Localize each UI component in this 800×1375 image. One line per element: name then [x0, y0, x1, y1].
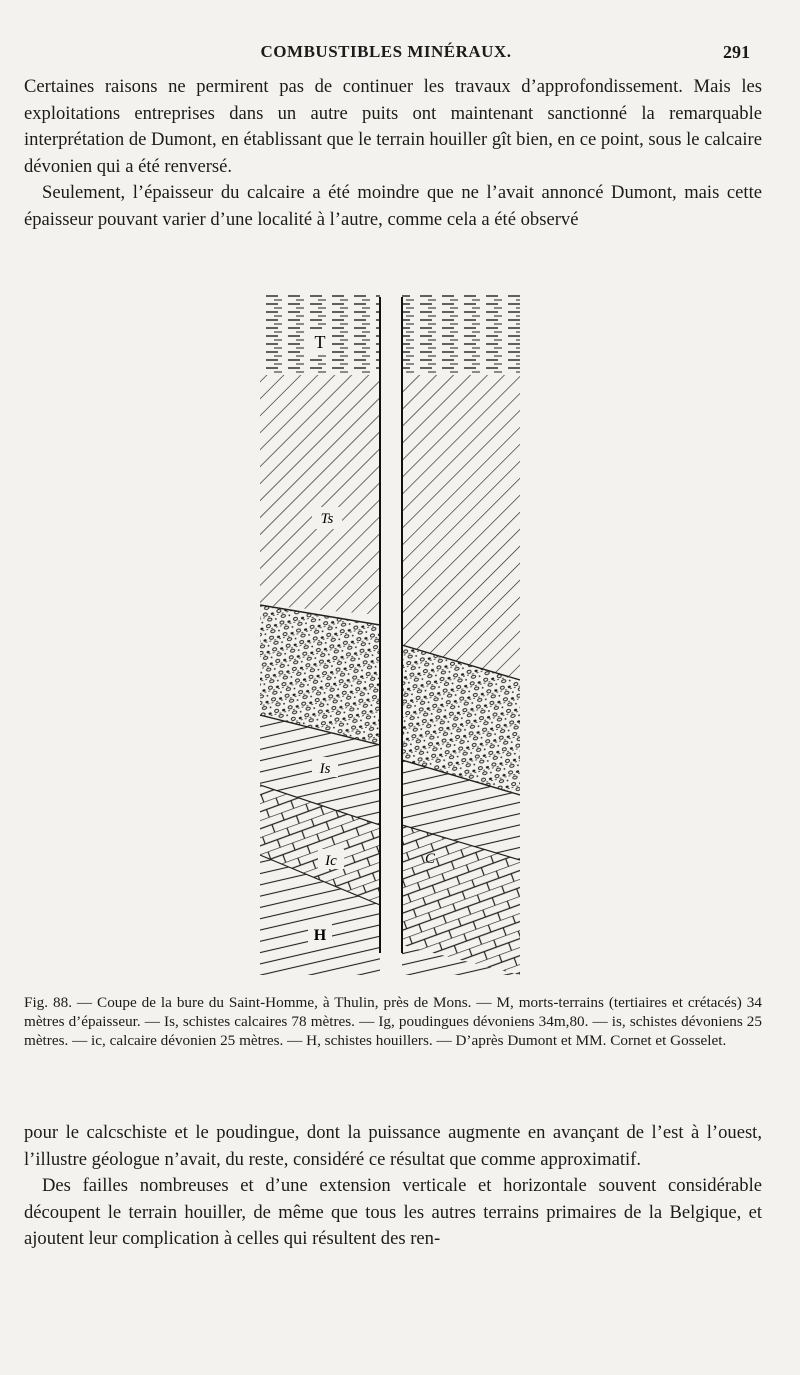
- label-Ic: Ic: [325, 853, 337, 869]
- running-head-title: COMBUSTIBLES MINÉRAUX.: [260, 42, 512, 61]
- figure-caption: Fig. 88. — Coupe de la bure du Saint-Homme, à Thulin, près de Mons. — M, morts-terrains (tertiaires et crétacés) 34 mètres d’épaisseur. — Is, schistes calcaires 78 mètres. — Ig, poudingues dévoniens 34m,80. — is, schistes dévoniens 25 mètres. — ic, calcaire dévonien 25 mètres. — H, schistes houillers. — D’après Dumont et MM. Cornet et Gosselet.: [24, 994, 762, 1049]
- paragraph: Certaines raisons ne permirent pas de continuer les travaux d’approfondissement. Mais les exploitations entreprises dans un autre puits ont maintenant sanctionné la remarquable interprétation de Dumont, en établissant que le terrain houiller gît bien, en ce point, sous le calcaire dévonien qui a été renversé.: [24, 76, 762, 177]
- paragraph: Des failles nombreuses et d’une extension verticale et horizontale souvent considérable découpent le terrain houiller, de même que tous les autres terrains primaires de la Belgique, et ajoutent leur complication à celles qui résultent des ren-: [24, 1175, 762, 1249]
- page-number: 291: [723, 42, 750, 62]
- paragraph: Seulement, l’épaisseur du calcaire a été moindre que ne l’avait annoncé Dumont, mais cette épaisseur pouvant varier d’une localité à l’autre, comme cela a été observé: [24, 182, 762, 230]
- right-column: [402, 295, 520, 975]
- label-H: H: [313, 927, 327, 944]
- body-text-bottom: [24, 1120, 762, 1253]
- label-Ts: Ts: [320, 511, 334, 527]
- label-Is: Is: [319, 761, 331, 777]
- geological-section-diagram: [0, 285, 800, 975]
- paragraph: pour le calcschiste et le poudingue, dont la puissance augmente en avançant de l’est à l’ouest, l’illustre géologue n’avait, du reste, considéré ce résultat que comme approximatif.: [24, 1122, 762, 1170]
- running-head: [22, 42, 750, 68]
- label-T: T: [314, 332, 326, 352]
- figure-88: [0, 285, 800, 975]
- body-text-top: [24, 74, 762, 233]
- label-right-mark: C: [424, 851, 436, 867]
- left-column: [260, 295, 380, 975]
